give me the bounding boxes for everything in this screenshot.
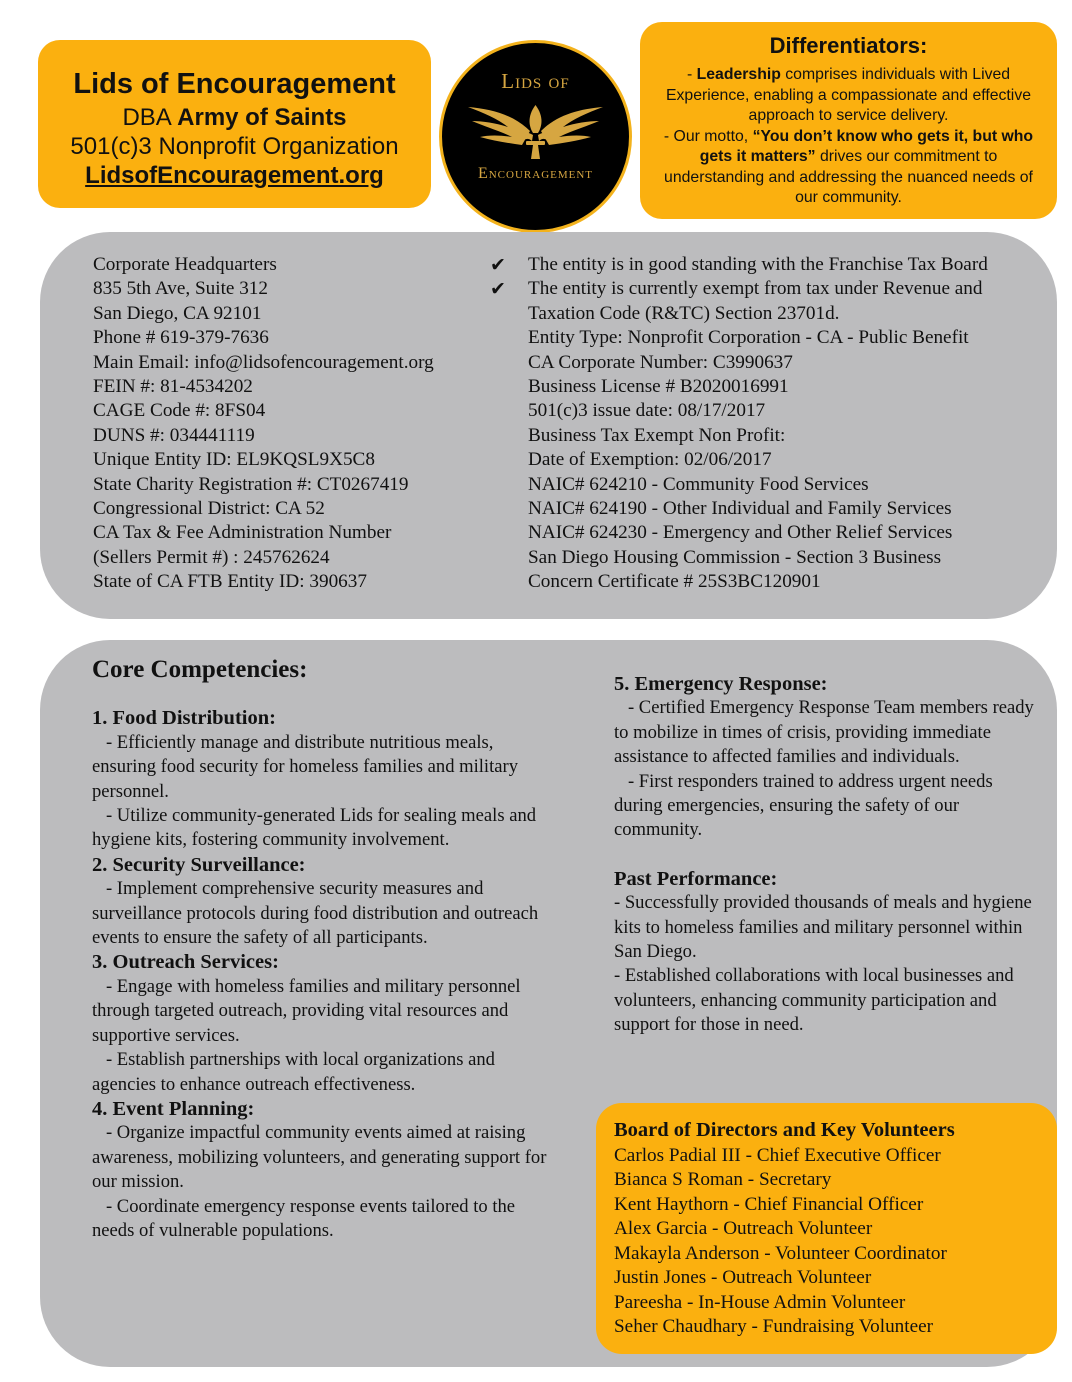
info-line: Unique Entity ID: EL9KQSL9X5C8 — [93, 449, 375, 471]
board-member: Seher Chaudhary - Fundraising Volunteer — [614, 1316, 934, 1337]
company-info-panel — [40, 232, 1057, 619]
board-member: Kent Haythorn - Chief Financial Officer — [614, 1193, 924, 1215]
info-line: FEIN #: 81-4534202 — [93, 376, 253, 398]
check-item-text: The entity is in good standing with the Franchise Tax Board — [528, 254, 988, 275]
info-line: DUNS #: 034441119 — [93, 424, 255, 446]
info-line: Business Tax Exempt Non Profit: — [528, 424, 786, 446]
info-line: (Sellers Permit #) : 245762624 — [93, 546, 330, 568]
info-line: State of CA FTB Entity ID: 390637 — [93, 571, 367, 593]
info-line: San Diego, CA 92101 — [93, 302, 262, 324]
section-heading: 5. Emergency Response: — [614, 673, 828, 695]
board-list — [614, 1118, 1044, 1340]
info-line: Entity Type: Nonprofit Corporation - CA - Public Benefit — [528, 327, 969, 349]
competencies-right-column — [614, 672, 1039, 1038]
diff-item2-rest: drives our commitment to understanding and addressing the nuanced needs of our community. — [664, 148, 1033, 206]
info-line: NAIC# 624230 - Emergency and Other Relief Services — [528, 522, 953, 544]
diff-item1-bold: Leadership — [696, 66, 781, 83]
section-paragraph: - Successfully provided thousands of meals and hygiene kits to homeless families and military personnel within San Diego. — [614, 892, 1032, 963]
section-heading: 1. Food Distribution: — [92, 707, 276, 730]
section-paragraph: - Organize impactful community events aimed at raising awareness, mobilizing volunteers, and generating support for our mission. — [92, 1122, 552, 1193]
info-line: NAIC# 624210 - Community Food Services — [528, 473, 869, 495]
info-line: State Charity Registration #: CT0267419 — [93, 473, 409, 495]
differentiators-title: Differentiators: — [769, 33, 928, 58]
winged-fleur-de-lis-icon — [464, 101, 607, 163]
differentiators-box — [640, 22, 1057, 219]
board-title: Board of Directors and Key Volunteers — [614, 1119, 955, 1141]
info-line: Corporate Headquarters — [93, 254, 277, 275]
info-line: San Diego Housing Commission - Section 3 Business — [528, 546, 942, 568]
info-line: CA Tax & Fee Administration Number — [93, 522, 392, 544]
competencies-left-column — [92, 658, 562, 1243]
section-heading: 2. Security Surveillance: — [92, 853, 306, 876]
check-item-text: The entity is currently exempt from tax under Revenue and Taxation Code (R&TC) Section 23701d. — [528, 278, 983, 324]
check-item — [490, 277, 1048, 326]
past-performance-heading: Past Performance: — [614, 867, 778, 890]
checkmark-icon: ✔ — [490, 279, 506, 301]
info-line: 835 5th Ave, Suite 312 — [93, 278, 268, 300]
board-member: Alex Garcia - Outreach Volunteer — [614, 1218, 873, 1239]
section-heading: 3. Outreach Services: — [92, 951, 279, 974]
info-line: 501(c)3 issue date: 08/17/2017 — [528, 400, 766, 422]
section-heading: 4. Event Planning: — [92, 1097, 255, 1120]
dba-name: Army of Saints — [177, 104, 347, 131]
info-line: CAGE Code #: 8FS04 — [93, 400, 266, 422]
core-title: Core Competencies: — [92, 656, 308, 683]
dba-prefix: DBA — [122, 104, 171, 131]
board-member: Justin Jones - Outreach Volunteer — [614, 1267, 872, 1288]
section-paragraph: - Engage with homeless families and military personnel through targeted outreach, providing vital resources and supportive services. — [92, 975, 526, 1046]
board-member: Bianca S Roman - Secretary — [614, 1169, 832, 1190]
diff-item2-bold: “You don’t know who gets it, but who gets it matters” — [699, 127, 1034, 165]
diff-item1-rest: comprises individuals with Lived Experience, enabling a compassionate and effective approach to service delivery. — [665, 66, 1032, 124]
differentiators-text — [652, 65, 1045, 209]
section-paragraph: - Certified Emergency Response Team members ready to mobilize in times of crisis, providing immediate assistance to affected families and individuals. — [614, 697, 1039, 768]
info-line: CA Corporate Number: C3990637 — [528, 351, 793, 373]
org-name: Lids of Encouragement — [73, 68, 396, 100]
info-line: Congressional District: CA 52 — [93, 498, 325, 520]
contact-identifiers — [93, 253, 513, 595]
org-type: 501(c)3 Nonprofit Organization — [70, 133, 399, 160]
info-line: Date of Exemption: 02/06/2017 — [528, 449, 772, 471]
diff-item1-prefix: - — [686, 66, 697, 83]
section-paragraph: - Coordinate emergency response events tailored to the needs of vulnerable populations. — [92, 1195, 520, 1241]
section-paragraph: - Establish partnerships with local organizations and agencies to enhance outreach effectiveness. — [92, 1049, 500, 1095]
dba-line — [38, 104, 431, 132]
board-member: Makayla Anderson - Volunteer Coordinator — [614, 1242, 947, 1264]
brand-header — [38, 40, 431, 208]
website-link[interactable]: LidsofEncouragement.org — [85, 162, 384, 189]
logo-bottom-text: Encouragement — [477, 165, 594, 182]
info-line: Phone # 619-379-7636 — [93, 327, 269, 349]
section-paragraph: - Utilize community-generated Lids for sealing meals and hygiene kits, fostering community involvement. — [92, 805, 541, 851]
info-line: Concern Certificate # 25S3BC120901 — [528, 571, 821, 593]
section-paragraph: - Established collaborations with local businesses and volunteers, enhancing community participation and support for those in need. — [614, 965, 1014, 1036]
logo-top-text: Lids of — [501, 69, 570, 93]
compliance-details — [490, 253, 1048, 595]
board-of-directors-box — [596, 1103, 1057, 1354]
info-line: NAIC# 624190 - Other Individual and Family Services — [528, 498, 952, 520]
checkmark-icon: ✔ — [490, 255, 506, 276]
info-line: Business License # B2020016991 — [528, 376, 789, 398]
check-item — [490, 253, 1048, 277]
board-member: Pareesha - In-House Admin Volunteer — [614, 1291, 906, 1313]
diff-item2-prefix: - Our motto, — [663, 127, 753, 145]
section-paragraph: - Efficiently manage and distribute nutritious meals, ensuring food security for homeless families and military personnel. — [92, 731, 523, 802]
logo — [439, 40, 632, 233]
board-member: Carlos Padial III - Chief Executive Officer — [614, 1144, 941, 1166]
info-line: Main Email: info@lidsofencouragement.org — [93, 351, 434, 373]
section-paragraph: - First responders trained to address urgent needs during emergencies, ensuring the safety of our community. — [614, 770, 998, 841]
section-paragraph: - Implement comprehensive security measures and surveillance protocols during food distribution and outreach events to ensure the safety of all participants. — [92, 878, 543, 949]
